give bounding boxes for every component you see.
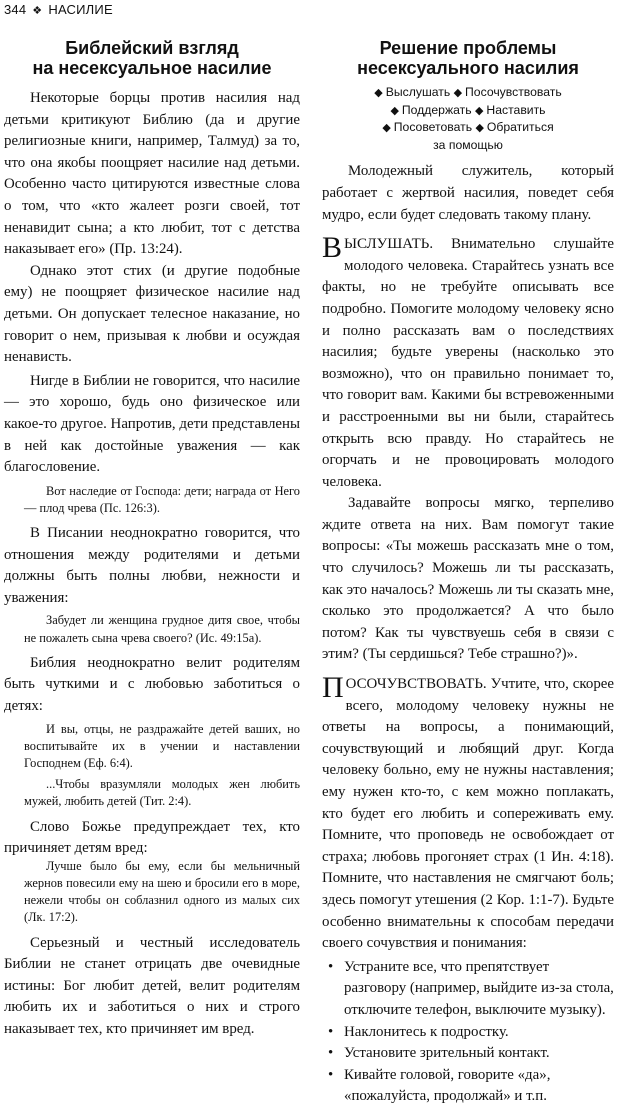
- paragraph-1: Некоторые борцы против насилия над детьми критикуют Библию (да и другие религиозные книги, например, Талмуд) за то, что она якобы поощряет насилие над детьми. Особенно часто цитируются известные слова о том, что «кто жалеет розги своей, тот ненавидит сына; а кто любит, тот с детства наказывает его» (Пр. 13:24).: [4, 90, 300, 258]
- diamond-icon: ◆: [374, 87, 383, 99]
- diamond-icon: ◆: [453, 87, 463, 99]
- quote-tit-2: ...Чтобы вразумляли молодых жен любить мужей, любить детей (Тит. 2:4).: [24, 777, 300, 809]
- diamond-icon: ◆: [475, 122, 484, 135]
- quote-is-49: Забудет ли женщина грудное дитя свое, чтобы не пожалеть сына чрева своего? (Ис. 49:15а).: [24, 613, 300, 645]
- step-advise: Посоветовать: [393, 120, 473, 135]
- left-heading-line1: Библейский взгляд: [65, 38, 239, 58]
- right-heading: [322, 38, 614, 78]
- list-item: • Установите зрительный контакт.: [322, 1043, 614, 1065]
- left-heading-line2: на несексуальное насилие: [32, 58, 272, 78]
- paragraph-3: Нигде в Библии не говорится, что насилие — это хорошо, будь оно физическое или какое-то другое. Напротив, дети представлены в ней как достойные уважения — как благословение.: [4, 372, 300, 476]
- sympathize-lead: ОСОЧУВСТВОВАТЬ.: [345, 676, 487, 693]
- section-title: НАСИЛИЕ: [48, 2, 113, 17]
- sympathize-paragraph: [322, 671, 614, 955]
- quote-lk-17: Лучше было бы ему, если бы мельничный жернов повесили ему на шею и бросили его в море, нежели чтобы он соблазнил одного из малых сих (Лк. 17:2).: [24, 858, 300, 925]
- paragraph-4: В Писании неоднократно говорится, что отношения между родителями и детьми должны быть полны любви, нежности и уважения:: [4, 525, 300, 606]
- page-number: 344: [4, 2, 27, 17]
- list-item: • Устраните все, что препятствует разговору (например, выйдите из-за стола, отключите телефон, выключите музыку).: [328, 958, 614, 1018]
- step-support: Поддержать: [401, 102, 472, 117]
- paragraph-7: Серьезный и честный исследователь Библии не станет отрицать две очевидные истины: Бог любит детей, велит родителям любить их и заботиться о них и строго наказывает тех, кто причиняет им вред.: [4, 934, 300, 1038]
- paragraph-6: Слово Божье предупреждает тех, кто причиняет детям вред:: [4, 818, 300, 857]
- bullet-list: [322, 957, 614, 1108]
- right-heading-line1: Решение проблемы: [379, 38, 557, 58]
- questions-paragraph: Задавайте вопросы мягко, терпеливо ждите ответа на них. Вам помогут такие вопросы: «Ты можешь рассказать мне о том, что случилось? Можешь ли ты рассказать, как это началось? Можешь ли ты сказать мне, сколько это продолжается? А что было потом? Как ты чувствуешь себя в связи с этим? (Ты сердишься? Тебе страшно?)».: [322, 495, 614, 663]
- intro-paragraph: Молодежный служитель, который работает с жертвой насилия, поведет себя мудро, если будет следовать такому плану.: [322, 163, 614, 223]
- drop-cap: П: [322, 671, 344, 705]
- running-header: [4, 2, 113, 17]
- separator-icon: ❖: [32, 5, 43, 17]
- bullet-icon: •: [328, 1066, 334, 1083]
- step-guide: Наставить: [486, 102, 546, 117]
- step-listen: Выслушать: [385, 85, 451, 99]
- list-item: • Наклонитесь к подростку.: [322, 1022, 614, 1044]
- step-refer: Обратиться: [486, 120, 554, 135]
- bullet-icon: •: [328, 1045, 334, 1062]
- steps-list: [322, 84, 614, 153]
- paragraph-5: Библия неоднократно велит родителям быть чуткими и с любовью заботиться о детях:: [4, 654, 300, 715]
- bullet-icon: •: [328, 1023, 334, 1040]
- quote-ps-126: Вот наследие от Господа: дети; награда от Него — плод чрева (Пс. 126:3).: [24, 483, 300, 515]
- right-heading-line2: несексуального насилия: [357, 58, 579, 78]
- diamond-icon: ◆: [382, 122, 391, 135]
- listen-lead: ЫСЛУШАТЬ.: [344, 236, 434, 253]
- listen-paragraph: [322, 231, 614, 493]
- listen-text: Внимательно слушайте молодого человека. Старайтесь узнать все факты, но не требуйте описывать все подробно. Помогите молодому человеку ясно и полно рассказать вам о последствиях насилия; будьте уверены (насколько это возможно), что он правильно понимает то, что говорит вам. Какими бы встревоженными и расстроенными вы ни были, старайтесь открыть всю правду. Но старайтесь не огорчать и не провоцировать молодого человека.: [322, 236, 614, 490]
- sympathize-text: Учтите, что, скорее всего, молодому человеку нужны не ответы на вопросы, а понимающий, сочувствующий и любящий друг. Когда человеку больно, ему не нужны наставления; ему нужен кто-то, с кем можно поплакать, кто будет его любить и сопереживать ему. Помните, что проповедь не освобождает от страха; любовь прогоняет страх (1 Ин. 4:18). Помните, что наставления не смягчают боль; здесь помогут утешения (2 Кор. 1:1-7). Будьте особенно внимательны к способам передачи своего сочувствия и понимания:: [322, 676, 614, 952]
- right-column: [322, 38, 614, 1108]
- paragraph-2: Однако этот стих (и другие подобные ему) не поощряет физическое насилие над детьми. Он допускает телесное наказание, но говорит о нем, призывая к любви и осуждая ненависть.: [4, 262, 300, 366]
- diamond-icon: ◆: [474, 104, 484, 117]
- step-refer-cont: за помощью: [433, 137, 503, 152]
- step-sympathize: Посочувствовать: [465, 85, 562, 99]
- diamond-icon: ◆: [390, 104, 399, 117]
- left-heading: [4, 38, 300, 78]
- left-column: [4, 38, 300, 1041]
- list-item: • Кивайте головой, говорите «да», «пожалуйста, продолжай» и т.п.: [328, 1066, 551, 1105]
- drop-cap: В: [322, 231, 343, 265]
- bullet-icon: •: [328, 958, 334, 975]
- quote-eph-6: И вы, отцы, не раздражайте детей ваших, но воспитывайте их в учении и наставлении Господнем (Еф. 6:4).: [24, 721, 300, 771]
